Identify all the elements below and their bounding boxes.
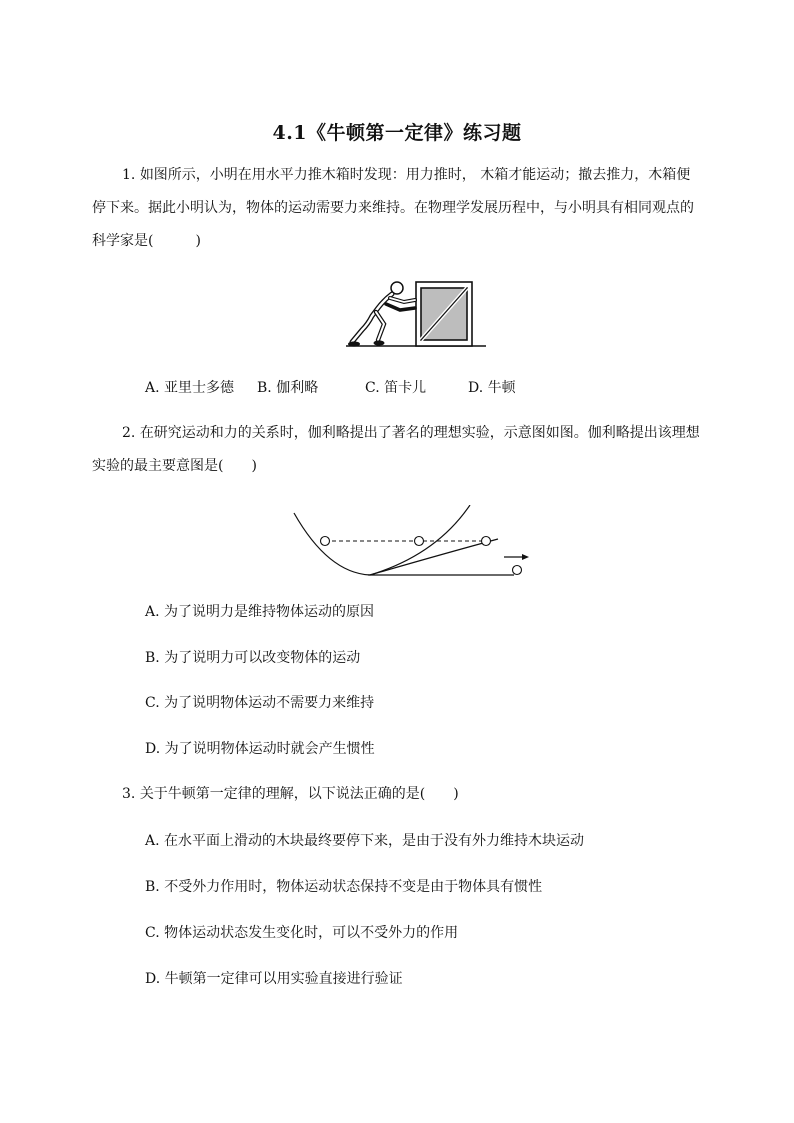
question-1-option-c[interactable]: C. 笛卡儿 (365, 380, 427, 396)
question-1-option-a[interactable]: A. 亚里士多德 (145, 380, 235, 396)
question-1-option-d[interactable]: D. 牛顿 (468, 380, 516, 396)
question-2 (92, 417, 702, 483)
question-2-option-b[interactable]: B. 为了说明力可以改变物体的运动 (145, 650, 361, 666)
question-1-number: 1. (122, 167, 136, 183)
question-3-option-a[interactable]: A. 在水平面上滑动的木块最终要停下来，是由于没有外力维持木块运动 (145, 833, 585, 849)
question-3 (92, 778, 702, 811)
question-2-option-a[interactable]: A. 为了说明力是维持物体运动的原因 (145, 604, 375, 620)
question-3-option-b[interactable]: B. 不受外力作用时，物体运动状态保持不变是由于物体具有惯性 (145, 879, 543, 895)
question-2-option-d[interactable]: D. 为了说明物体运动时就会产生惯性 (145, 741, 375, 757)
question-2-number: 2. (122, 425, 136, 441)
question-1-text: 如图所示，小明在用水平力推木箱时发现：用力推时， 木箱才能运动；撤去推力，木箱便停下来。据此小明认为，物体的运动需要力来维持。在物理学发展历程中，与小明具有相同观点的科学家是( ) (92, 167, 694, 249)
page-title: 4.1《牛顿第一定律》练习题 (272, 122, 522, 144)
question-3-number: 3. (122, 786, 136, 802)
figure-person-pushing-box (340, 278, 490, 350)
question-3-option-d[interactable]: D. 牛顿第一定律可以用实验直接进行验证 (145, 971, 403, 987)
figure-galileo-ideal-experiment (286, 505, 532, 581)
question-3-option-c[interactable]: C. 物体运动状态发生变化时，可以不受外力的作用 (145, 925, 459, 941)
question-2-option-c[interactable]: C. 为了说明物体运动不需要力来维持 (145, 695, 375, 711)
question-1-option-b[interactable]: B. 伽利略 (257, 380, 319, 396)
question-3-text: 关于牛顿第一定律的理解，以下说法正确的是( ) (139, 786, 459, 802)
question-1 (92, 159, 702, 258)
question-2-text: 在研究运动和力的关系时，伽利略提出了著名的理想实验，示意图如图。伽利略提出该理想实验的最主要意图是( ) (92, 425, 700, 474)
